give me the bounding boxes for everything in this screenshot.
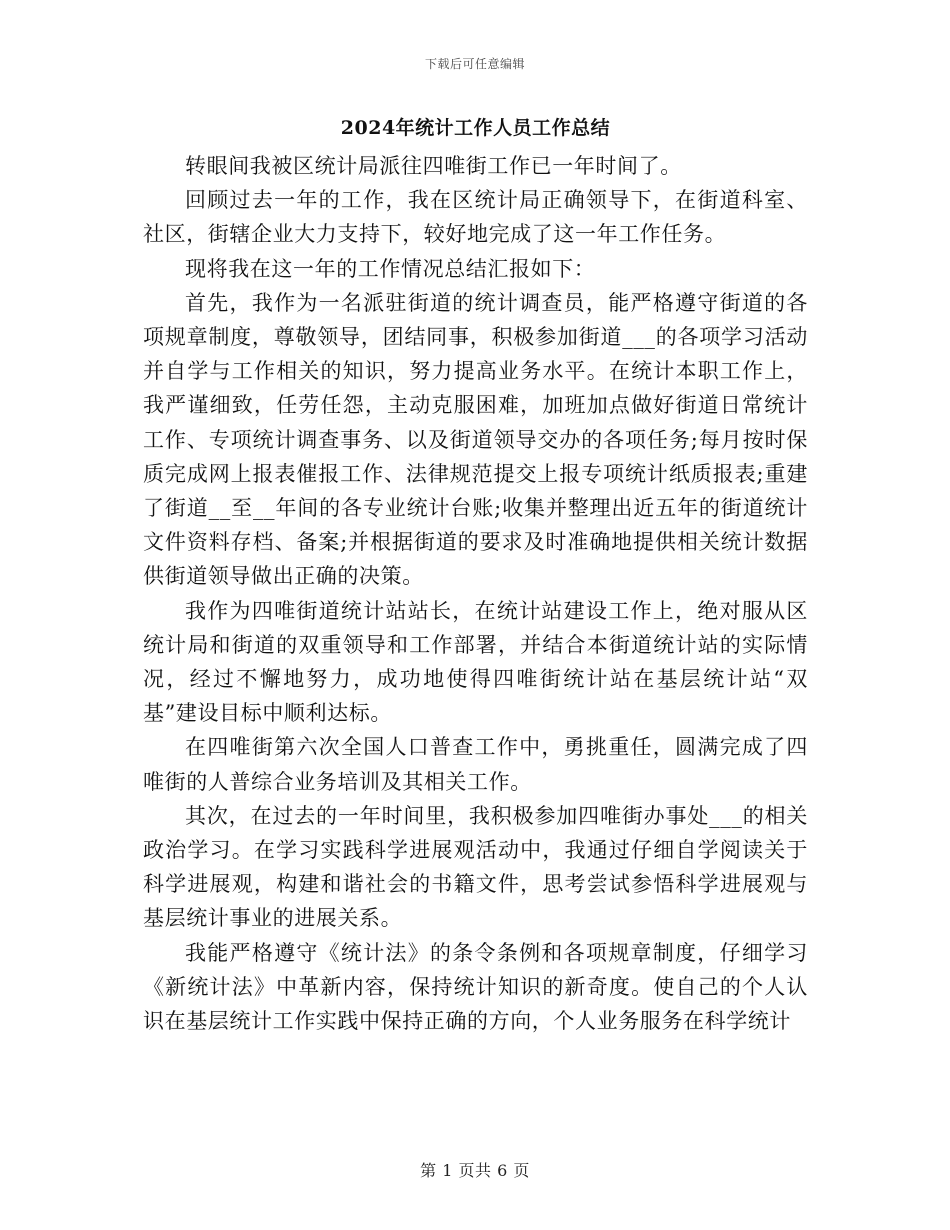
paragraph-statistics-law: 我能严格遵守《统计法》的条令条例和各项规章制度，仔细学习《新统计法》中革新内容，保持统计知识的新奇度。使自己的个人认识在基层统计工作实践中保持正确的方向，个人业务服务在科学统计: [143, 940, 808, 1034]
document-title: 2024年统计工作人员工作总结: [340, 117, 611, 139]
paragraph-station-chief: 我作为四唯街道统计站站长，在统计站建设工作上，绝对服从区统计局和街道的双重领导和工作部署，并结合本街道统计站的实际情况，经过不懈地努力，成功地使得四唯街统计站在基层统计站“双基”建设目标中顺利达标。: [143, 598, 808, 726]
document-body: [143, 113, 808, 1038]
paragraph-report-lead: 现将我在这一年的工作情况总结汇报如下：: [185, 256, 596, 281]
paragraph-first-duties: 首先，我作为一名派驻街道的统计调查员，能严格遵守街道的各项规章制度，尊敬领导，团结同事，积极参加街道___的各项学习活动并自学与工作相关的知识，努力提高业务水平。在统计本职工作上，我严谨细致，任劳任怨，主动克服困难，加班加点做好街道日常统计工作、专项统计调查事务、以及街道领导交办的各项任务;每月按时保质完成网上报表催报工作、法律规范提交上报专项统计纸质报表;重建了街道__至__年间的各专业统计台账;收集并整理出近五年的街道统计文件资料存档、备案;并根据街道的要求及时准确地提供相关统计数据供街道领导做出正确的决策。: [143, 290, 808, 589]
header-note: 下载后可任意编辑: [424, 57, 525, 71]
paragraph-review: 回顾过去一年的工作，我在区统计局正确领导下，在街道科室、社区，街辖企业大力支持下，较好地完成了这一年工作任务。: [143, 188, 808, 247]
paragraph-intro: 转眼间我被区统计局派往四唯街工作已一年时间了。: [185, 154, 682, 178]
paragraph-census: 在四唯街第六次全国人口普查工作中，勇挑重任，圆满完成了四唯街的人普综合业务培训及其相关工作。: [143, 735, 808, 794]
paragraph-political-study: 其次，在过去的一年时间里，我积极参加四唯街办事处___的相关政治学习。在学习实践科学进展观活动中，我通过仔细自学阅读关于科学进展观，构建和谐社会的书籍文件，思考尝试参悟科学进展观与基层统计事业的进展关系。: [143, 803, 808, 931]
page-indicator: 第 1 页共 6 页: [420, 1161, 530, 1180]
